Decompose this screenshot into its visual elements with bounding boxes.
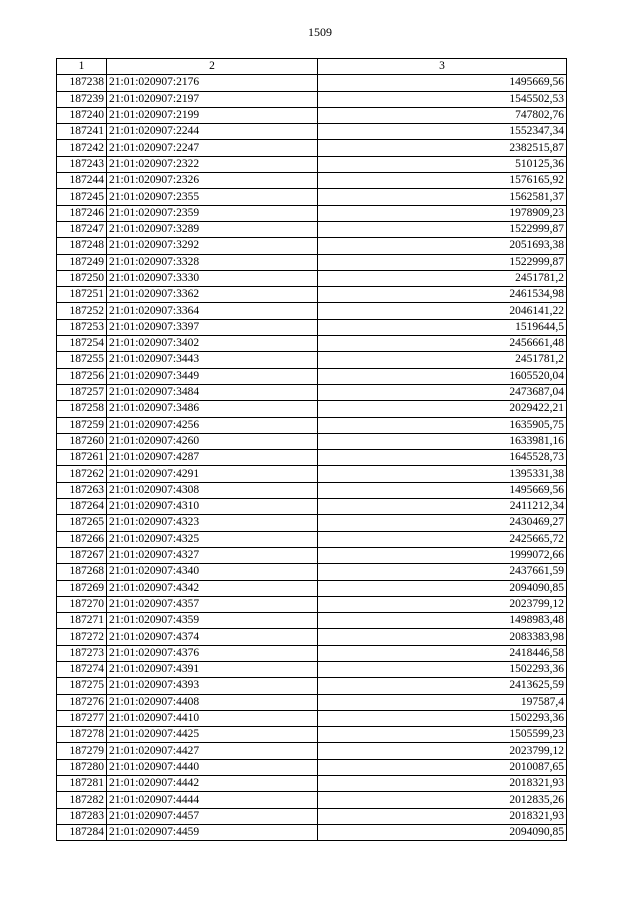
table-row bbox=[57, 384, 567, 400]
row-number-cell: 187261 bbox=[57, 450, 107, 466]
value-cell: 1522999,87 bbox=[318, 221, 567, 237]
value-cell: 1633981,16 bbox=[318, 433, 567, 449]
table-row bbox=[57, 824, 567, 840]
cadastral-number-cell: 21:01:020907:3449 bbox=[107, 368, 318, 384]
value-cell: 2010087,65 bbox=[318, 759, 567, 775]
cadastral-number-cell: 21:01:020907:3402 bbox=[107, 336, 318, 352]
value-cell: 2451781,2 bbox=[318, 352, 567, 368]
row-number-cell: 187282 bbox=[57, 792, 107, 808]
row-number-cell: 187263 bbox=[57, 482, 107, 498]
value-cell: 2425665,72 bbox=[318, 531, 567, 547]
value-cell: 2012835,26 bbox=[318, 792, 567, 808]
row-number-cell: 187269 bbox=[57, 580, 107, 596]
value-cell: 2018321,93 bbox=[318, 776, 567, 792]
table-row bbox=[57, 466, 567, 482]
column-header-2: 2 bbox=[107, 59, 318, 75]
row-number-cell: 187240 bbox=[57, 107, 107, 123]
row-number-cell: 187264 bbox=[57, 499, 107, 515]
value-cell: 1576165,92 bbox=[318, 173, 567, 189]
cadastral-number-cell: 21:01:020907:4260 bbox=[107, 433, 318, 449]
table-row bbox=[57, 450, 567, 466]
table-row bbox=[57, 107, 567, 123]
table-row bbox=[57, 645, 567, 661]
value-cell: 1645528,73 bbox=[318, 450, 567, 466]
value-cell: 747802,76 bbox=[318, 107, 567, 123]
cadastral-number-cell: 21:01:020907:4410 bbox=[107, 710, 318, 726]
row-number-cell: 187260 bbox=[57, 433, 107, 449]
column-header-3: 3 bbox=[318, 59, 567, 75]
table-header bbox=[57, 59, 567, 75]
table-row bbox=[57, 221, 567, 237]
row-number-cell: 187254 bbox=[57, 336, 107, 352]
table-row bbox=[57, 270, 567, 286]
value-cell: 2451781,2 bbox=[318, 270, 567, 286]
value-cell: 2411212,34 bbox=[318, 499, 567, 515]
value-cell: 1495669,56 bbox=[318, 482, 567, 498]
cadastral-number-cell: 21:01:020907:4310 bbox=[107, 499, 318, 515]
table-row bbox=[57, 629, 567, 645]
data-table bbox=[56, 58, 567, 841]
row-number-cell: 187262 bbox=[57, 466, 107, 482]
column-header-1: 1 bbox=[57, 59, 107, 75]
table-row bbox=[57, 433, 567, 449]
table-row bbox=[57, 547, 567, 563]
table-row bbox=[57, 238, 567, 254]
cadastral-number-cell: 21:01:020907:2197 bbox=[107, 91, 318, 107]
cadastral-number-cell: 21:01:020907:4291 bbox=[107, 466, 318, 482]
cadastral-number-cell: 21:01:020907:4442 bbox=[107, 776, 318, 792]
table-row bbox=[57, 710, 567, 726]
page-number: 1509 bbox=[308, 25, 332, 39]
value-cell: 1495669,56 bbox=[318, 75, 567, 91]
table-row bbox=[57, 368, 567, 384]
table-row bbox=[57, 694, 567, 710]
value-cell: 1545502,53 bbox=[318, 91, 567, 107]
row-number-cell: 187281 bbox=[57, 776, 107, 792]
cadastral-number-cell: 21:01:020907:4440 bbox=[107, 759, 318, 775]
row-number-cell: 187247 bbox=[57, 221, 107, 237]
value-cell: 2018321,93 bbox=[318, 808, 567, 824]
row-number-cell: 187268 bbox=[57, 564, 107, 580]
value-cell: 2413625,59 bbox=[318, 678, 567, 694]
row-number-cell: 187244 bbox=[57, 173, 107, 189]
value-cell: 1505599,23 bbox=[318, 727, 567, 743]
table-row bbox=[57, 91, 567, 107]
cadastral-number-cell: 21:01:020907:3292 bbox=[107, 238, 318, 254]
value-cell: 2094090,85 bbox=[318, 580, 567, 596]
table-row bbox=[57, 287, 567, 303]
value-cell: 1635905,75 bbox=[318, 417, 567, 433]
cadastral-number-cell: 21:01:020907:4308 bbox=[107, 482, 318, 498]
cadastral-number-cell: 21:01:020907:4459 bbox=[107, 824, 318, 840]
row-number-cell: 187242 bbox=[57, 140, 107, 156]
table-row bbox=[57, 140, 567, 156]
row-number-cell: 187243 bbox=[57, 156, 107, 172]
table-row bbox=[57, 499, 567, 515]
cadastral-number-cell: 21:01:020907:4427 bbox=[107, 743, 318, 759]
value-cell: 1519644,5 bbox=[318, 319, 567, 335]
table-row bbox=[57, 124, 567, 140]
cadastral-number-cell: 21:01:020907:4256 bbox=[107, 417, 318, 433]
table-row bbox=[57, 596, 567, 612]
table-row bbox=[57, 303, 567, 319]
cadastral-number-cell: 21:01:020907:4457 bbox=[107, 808, 318, 824]
value-cell: 1552347,34 bbox=[318, 124, 567, 140]
row-number-cell: 187239 bbox=[57, 91, 107, 107]
value-cell: 2051693,38 bbox=[318, 238, 567, 254]
table-row bbox=[57, 792, 567, 808]
cadastral-number-cell: 21:01:020907:4408 bbox=[107, 694, 318, 710]
row-number-cell: 187252 bbox=[57, 303, 107, 319]
cadastral-number-cell: 21:01:020907:4287 bbox=[107, 450, 318, 466]
row-number-cell: 187270 bbox=[57, 596, 107, 612]
row-number-cell: 187273 bbox=[57, 645, 107, 661]
table-row bbox=[57, 156, 567, 172]
row-number-cell: 187238 bbox=[57, 75, 107, 91]
row-number-cell: 187258 bbox=[57, 401, 107, 417]
table-body bbox=[57, 75, 567, 841]
value-cell: 2023799,12 bbox=[318, 596, 567, 612]
table-row bbox=[57, 743, 567, 759]
row-number-cell: 187259 bbox=[57, 417, 107, 433]
value-cell: 2473687,04 bbox=[318, 384, 567, 400]
cadastral-number-cell: 21:01:020907:2176 bbox=[107, 75, 318, 91]
table-row bbox=[57, 173, 567, 189]
row-number-cell: 187274 bbox=[57, 661, 107, 677]
row-number-cell: 187284 bbox=[57, 824, 107, 840]
cadastral-number-cell: 21:01:020907:4323 bbox=[107, 515, 318, 531]
table-row bbox=[57, 727, 567, 743]
cadastral-number-cell: 21:01:020907:2355 bbox=[107, 189, 318, 205]
cadastral-number-cell: 21:01:020907:4342 bbox=[107, 580, 318, 596]
table-row bbox=[57, 401, 567, 417]
table-row bbox=[57, 759, 567, 775]
value-cell: 2382515,87 bbox=[318, 140, 567, 156]
row-number-cell: 187248 bbox=[57, 238, 107, 254]
value-cell: 1502293,36 bbox=[318, 710, 567, 726]
table-row bbox=[57, 417, 567, 433]
value-cell: 1978909,23 bbox=[318, 205, 567, 221]
row-number-cell: 187253 bbox=[57, 319, 107, 335]
row-number-cell: 187278 bbox=[57, 727, 107, 743]
header-row bbox=[57, 59, 567, 75]
row-number-cell: 187257 bbox=[57, 384, 107, 400]
table-row bbox=[57, 205, 567, 221]
row-number-cell: 187245 bbox=[57, 189, 107, 205]
table-row bbox=[57, 678, 567, 694]
cadastral-number-cell: 21:01:020907:3484 bbox=[107, 384, 318, 400]
value-cell: 2456661,48 bbox=[318, 336, 567, 352]
table-row bbox=[57, 75, 567, 91]
cadastral-number-cell: 21:01:020907:4325 bbox=[107, 531, 318, 547]
cadastral-number-cell: 21:01:020907:3330 bbox=[107, 270, 318, 286]
cadastral-number-cell: 21:01:020907:2322 bbox=[107, 156, 318, 172]
table-row bbox=[57, 254, 567, 270]
value-cell: 1522999,87 bbox=[318, 254, 567, 270]
value-cell: 1502293,36 bbox=[318, 661, 567, 677]
table-row bbox=[57, 564, 567, 580]
cadastral-number-cell: 21:01:020907:4391 bbox=[107, 661, 318, 677]
cadastral-number-cell: 21:01:020907:4393 bbox=[107, 678, 318, 694]
value-cell: 2046141,22 bbox=[318, 303, 567, 319]
cadastral-number-cell: 21:01:020907:4376 bbox=[107, 645, 318, 661]
row-number-cell: 187275 bbox=[57, 678, 107, 694]
row-number-cell: 187279 bbox=[57, 743, 107, 759]
row-number-cell: 187250 bbox=[57, 270, 107, 286]
table-row bbox=[57, 336, 567, 352]
cadastral-number-cell: 21:01:020907:3362 bbox=[107, 287, 318, 303]
table-row bbox=[57, 661, 567, 677]
row-number-cell: 187256 bbox=[57, 368, 107, 384]
value-cell: 2083383,98 bbox=[318, 629, 567, 645]
row-number-cell: 187283 bbox=[57, 808, 107, 824]
row-number-cell: 187265 bbox=[57, 515, 107, 531]
row-number-cell: 187276 bbox=[57, 694, 107, 710]
table-row bbox=[57, 189, 567, 205]
cadastral-number-cell: 21:01:020907:3364 bbox=[107, 303, 318, 319]
value-cell: 1605520,04 bbox=[318, 368, 567, 384]
cadastral-number-cell: 21:01:020907:2199 bbox=[107, 107, 318, 123]
cadastral-number-cell: 21:01:020907:4444 bbox=[107, 792, 318, 808]
cadastral-number-cell: 21:01:020907:2247 bbox=[107, 140, 318, 156]
cadastral-number-cell: 21:01:020907:3289 bbox=[107, 221, 318, 237]
value-cell: 1999072,66 bbox=[318, 547, 567, 563]
value-cell: 2023799,12 bbox=[318, 743, 567, 759]
cadastral-number-cell: 21:01:020907:4359 bbox=[107, 613, 318, 629]
value-cell: 2029422,21 bbox=[318, 401, 567, 417]
value-cell: 2461534,98 bbox=[318, 287, 567, 303]
cadastral-number-cell: 21:01:020907:2326 bbox=[107, 173, 318, 189]
table-row bbox=[57, 613, 567, 629]
cadastral-number-cell: 21:01:020907:4327 bbox=[107, 547, 318, 563]
value-cell: 1395331,38 bbox=[318, 466, 567, 482]
row-number-cell: 187277 bbox=[57, 710, 107, 726]
row-number-cell: 187271 bbox=[57, 613, 107, 629]
value-cell: 510125,36 bbox=[318, 156, 567, 172]
row-number-cell: 187266 bbox=[57, 531, 107, 547]
row-number-cell: 187267 bbox=[57, 547, 107, 563]
table-row bbox=[57, 319, 567, 335]
cadastral-number-cell: 21:01:020907:2359 bbox=[107, 205, 318, 221]
cadastral-number-cell: 21:01:020907:3486 bbox=[107, 401, 318, 417]
cadastral-number-cell: 21:01:020907:2244 bbox=[107, 124, 318, 140]
cadastral-number-cell: 21:01:020907:4425 bbox=[107, 727, 318, 743]
cadastral-number-cell: 21:01:020907:3397 bbox=[107, 319, 318, 335]
row-number-cell: 187246 bbox=[57, 205, 107, 221]
row-number-cell: 187280 bbox=[57, 759, 107, 775]
row-number-cell: 187249 bbox=[57, 254, 107, 270]
cadastral-number-cell: 21:01:020907:4357 bbox=[107, 596, 318, 612]
value-cell: 2430469,27 bbox=[318, 515, 567, 531]
row-number-cell: 187241 bbox=[57, 124, 107, 140]
row-number-cell: 187272 bbox=[57, 629, 107, 645]
value-cell: 2094090,85 bbox=[318, 824, 567, 840]
value-cell: 197587,4 bbox=[318, 694, 567, 710]
cadastral-number-cell: 21:01:020907:3328 bbox=[107, 254, 318, 270]
value-cell: 2437661,59 bbox=[318, 564, 567, 580]
value-cell: 1562581,37 bbox=[318, 189, 567, 205]
value-cell: 2418446,58 bbox=[318, 645, 567, 661]
value-cell: 1498983,48 bbox=[318, 613, 567, 629]
table-row bbox=[57, 531, 567, 547]
table-row bbox=[57, 515, 567, 531]
table-row bbox=[57, 776, 567, 792]
table-row bbox=[57, 808, 567, 824]
row-number-cell: 187255 bbox=[57, 352, 107, 368]
table-row bbox=[57, 482, 567, 498]
row-number-cell: 187251 bbox=[57, 287, 107, 303]
table-row bbox=[57, 352, 567, 368]
cadastral-number-cell: 21:01:020907:4374 bbox=[107, 629, 318, 645]
cadastral-number-cell: 21:01:020907:3443 bbox=[107, 352, 318, 368]
cadastral-number-cell: 21:01:020907:4340 bbox=[107, 564, 318, 580]
table-row bbox=[57, 580, 567, 596]
